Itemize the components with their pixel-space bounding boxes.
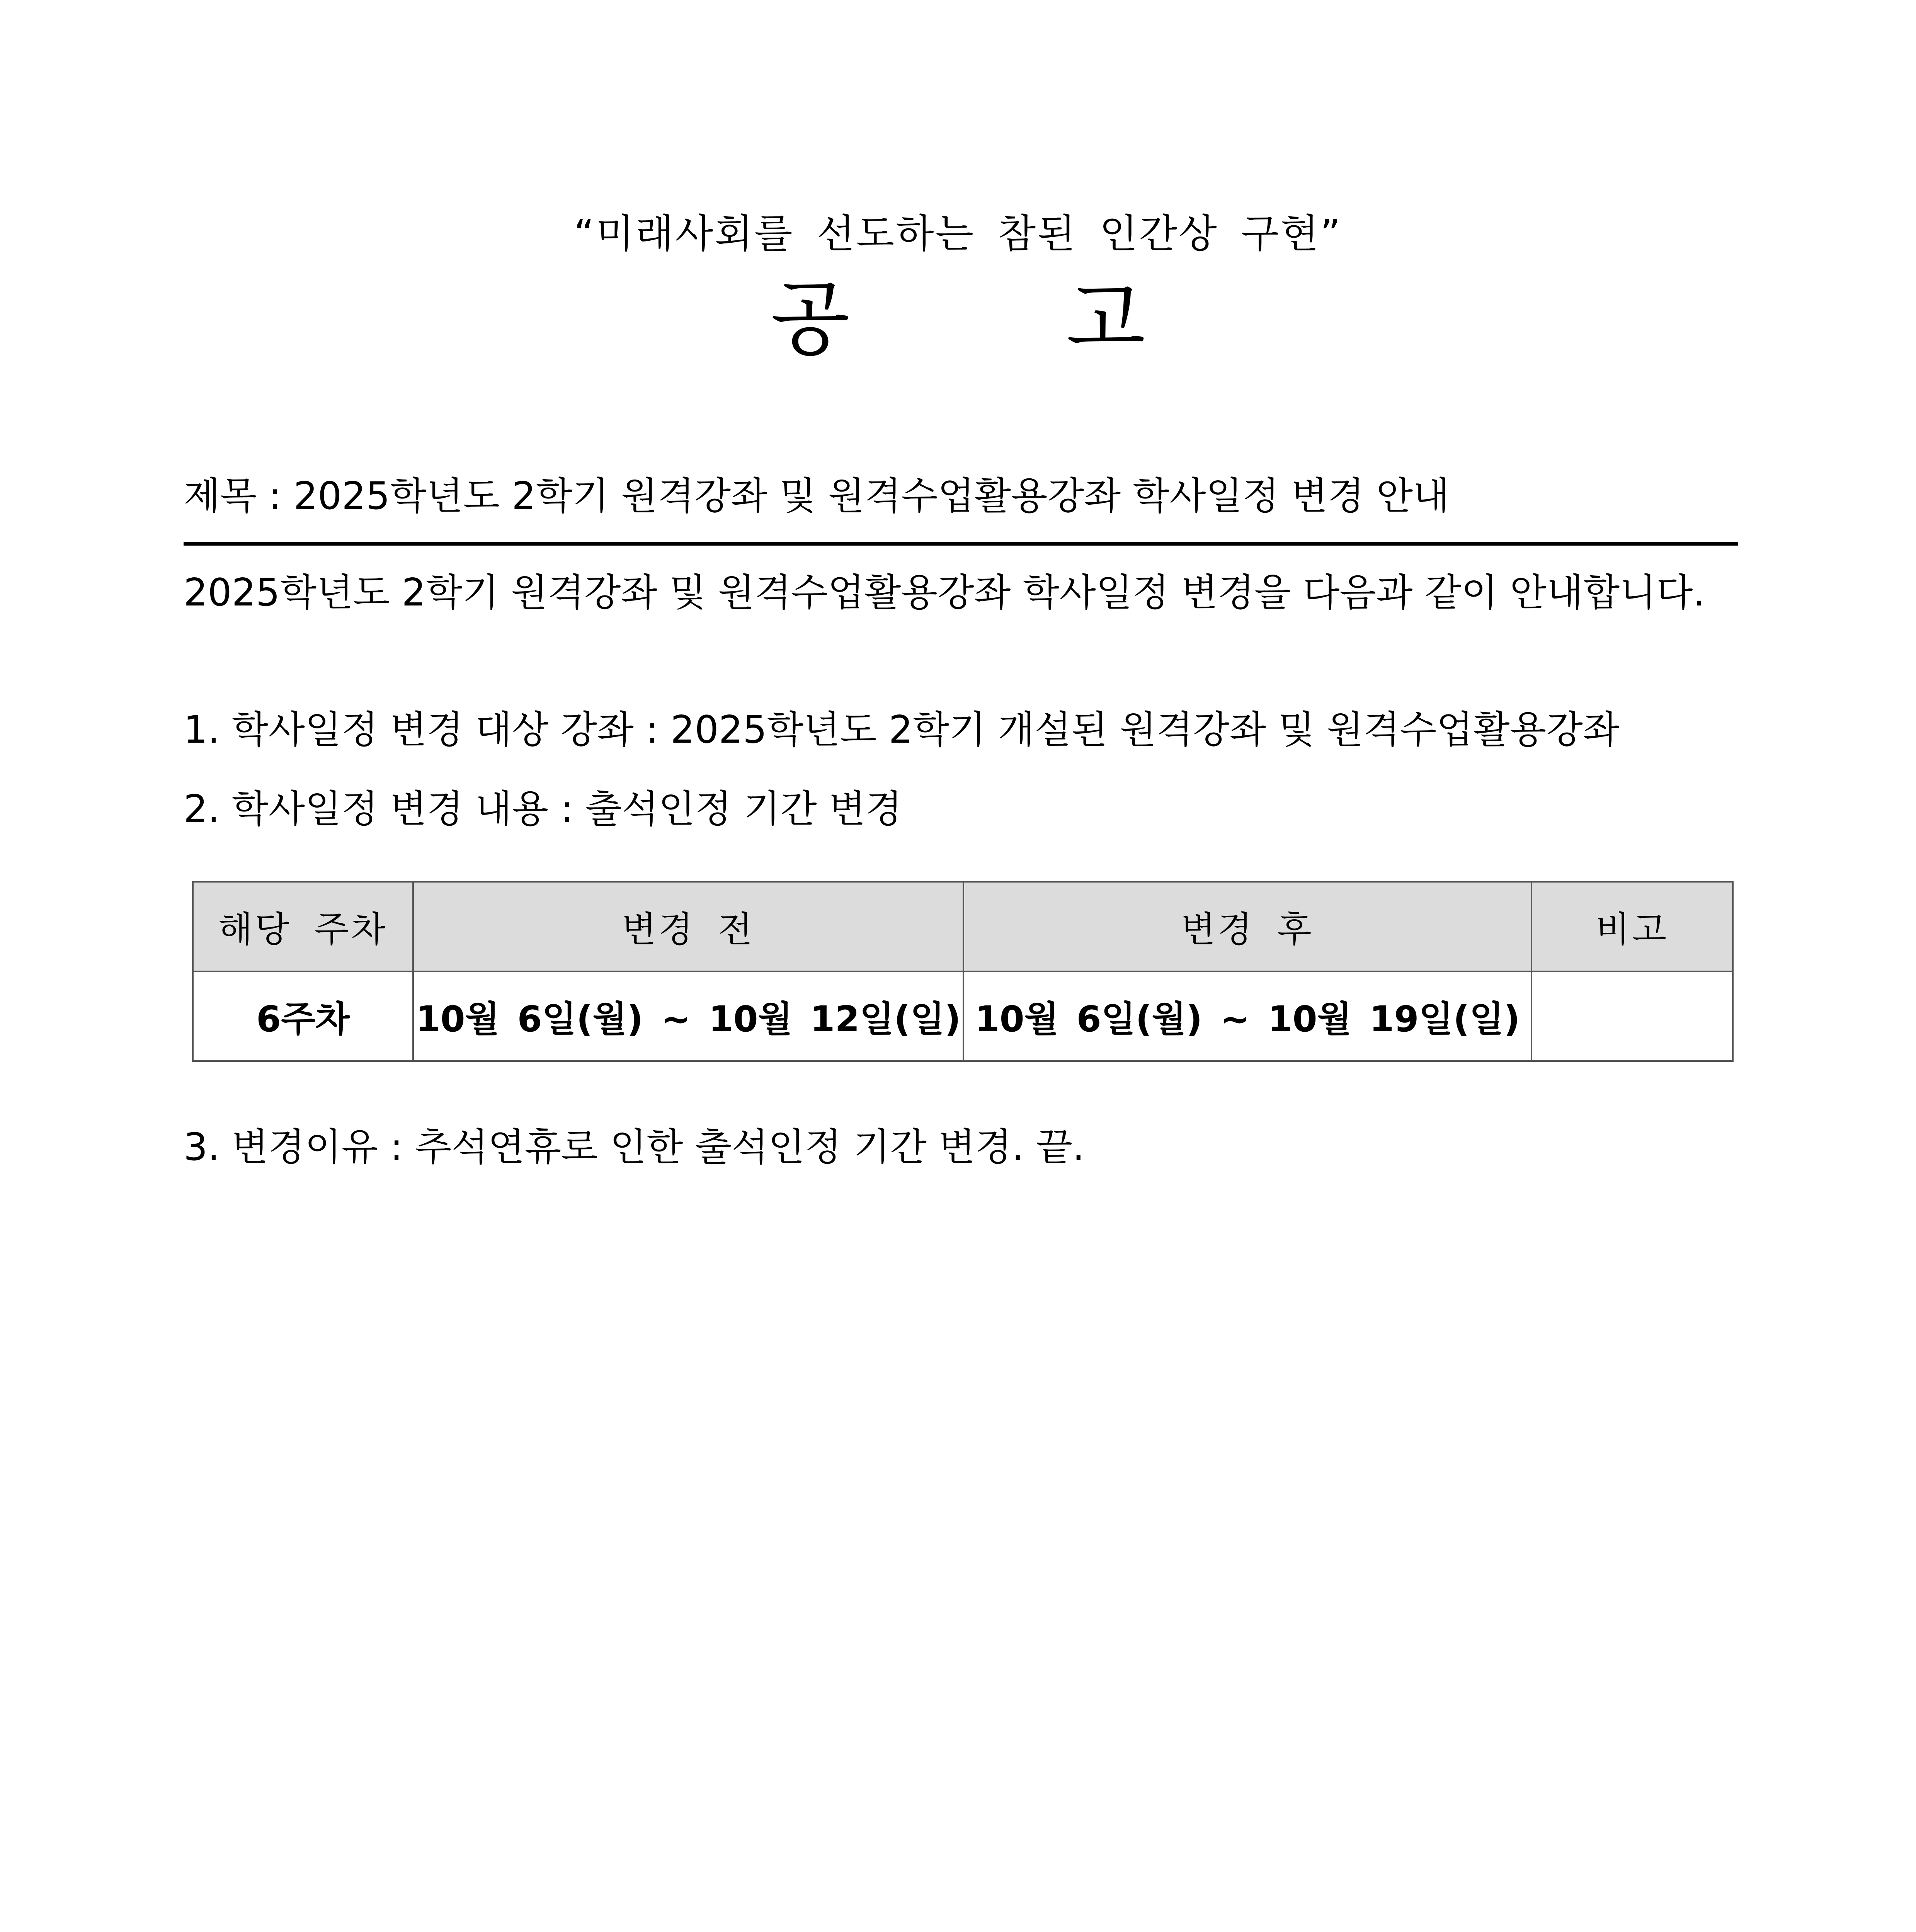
cell-remarks	[1531, 971, 1733, 1061]
motto: “미래사회를 선도하는 참된 인간상 구현”	[574, 211, 1342, 257]
schedule-change-table	[192, 881, 1734, 1062]
title-char-1: 공	[771, 271, 850, 367]
title-char-2: 고	[1066, 271, 1145, 367]
subject-divider	[184, 542, 1738, 546]
list-item-change-reason: 3. 변경이유 : 추석연휴로 인한 출석인정 기간 변경. 끝.	[184, 1125, 1085, 1169]
header-week: 해당 주차	[193, 882, 413, 971]
list-item-target-courses: 1. 학사일정 변경 대상 강좌 : 2025학년도 2학기 개설된 원격강좌 및 원격수업활용강좌	[184, 708, 1620, 752]
table-header-row	[193, 882, 1733, 971]
table-row	[193, 971, 1733, 1061]
page-title	[0, 271, 1916, 367]
header-remarks: 비고	[1531, 882, 1733, 971]
header-after: 변경 후	[963, 882, 1531, 971]
cell-after: 10월 6일(월) ~ 10월 19일(일)	[963, 971, 1531, 1061]
list-item-change-details: 2. 학사일정 변경 내용 : 출석인정 기간 변경	[184, 787, 902, 831]
cell-before: 10월 6일(월) ~ 10월 12일(일)	[413, 971, 963, 1061]
cell-week: 6주차	[193, 971, 413, 1061]
intro-paragraph: 2025학년도 2학기 원격강좌 및 원격수업활용강좌 학사일정 변경을 다음과 같이 안내합니다.	[184, 571, 1705, 615]
subject-line: 제목 : 2025학년도 2학기 원격강좌 및 원격수업활용강좌 학사일정 변경 안내	[184, 474, 1450, 518]
header-before: 변경 전	[413, 882, 963, 971]
